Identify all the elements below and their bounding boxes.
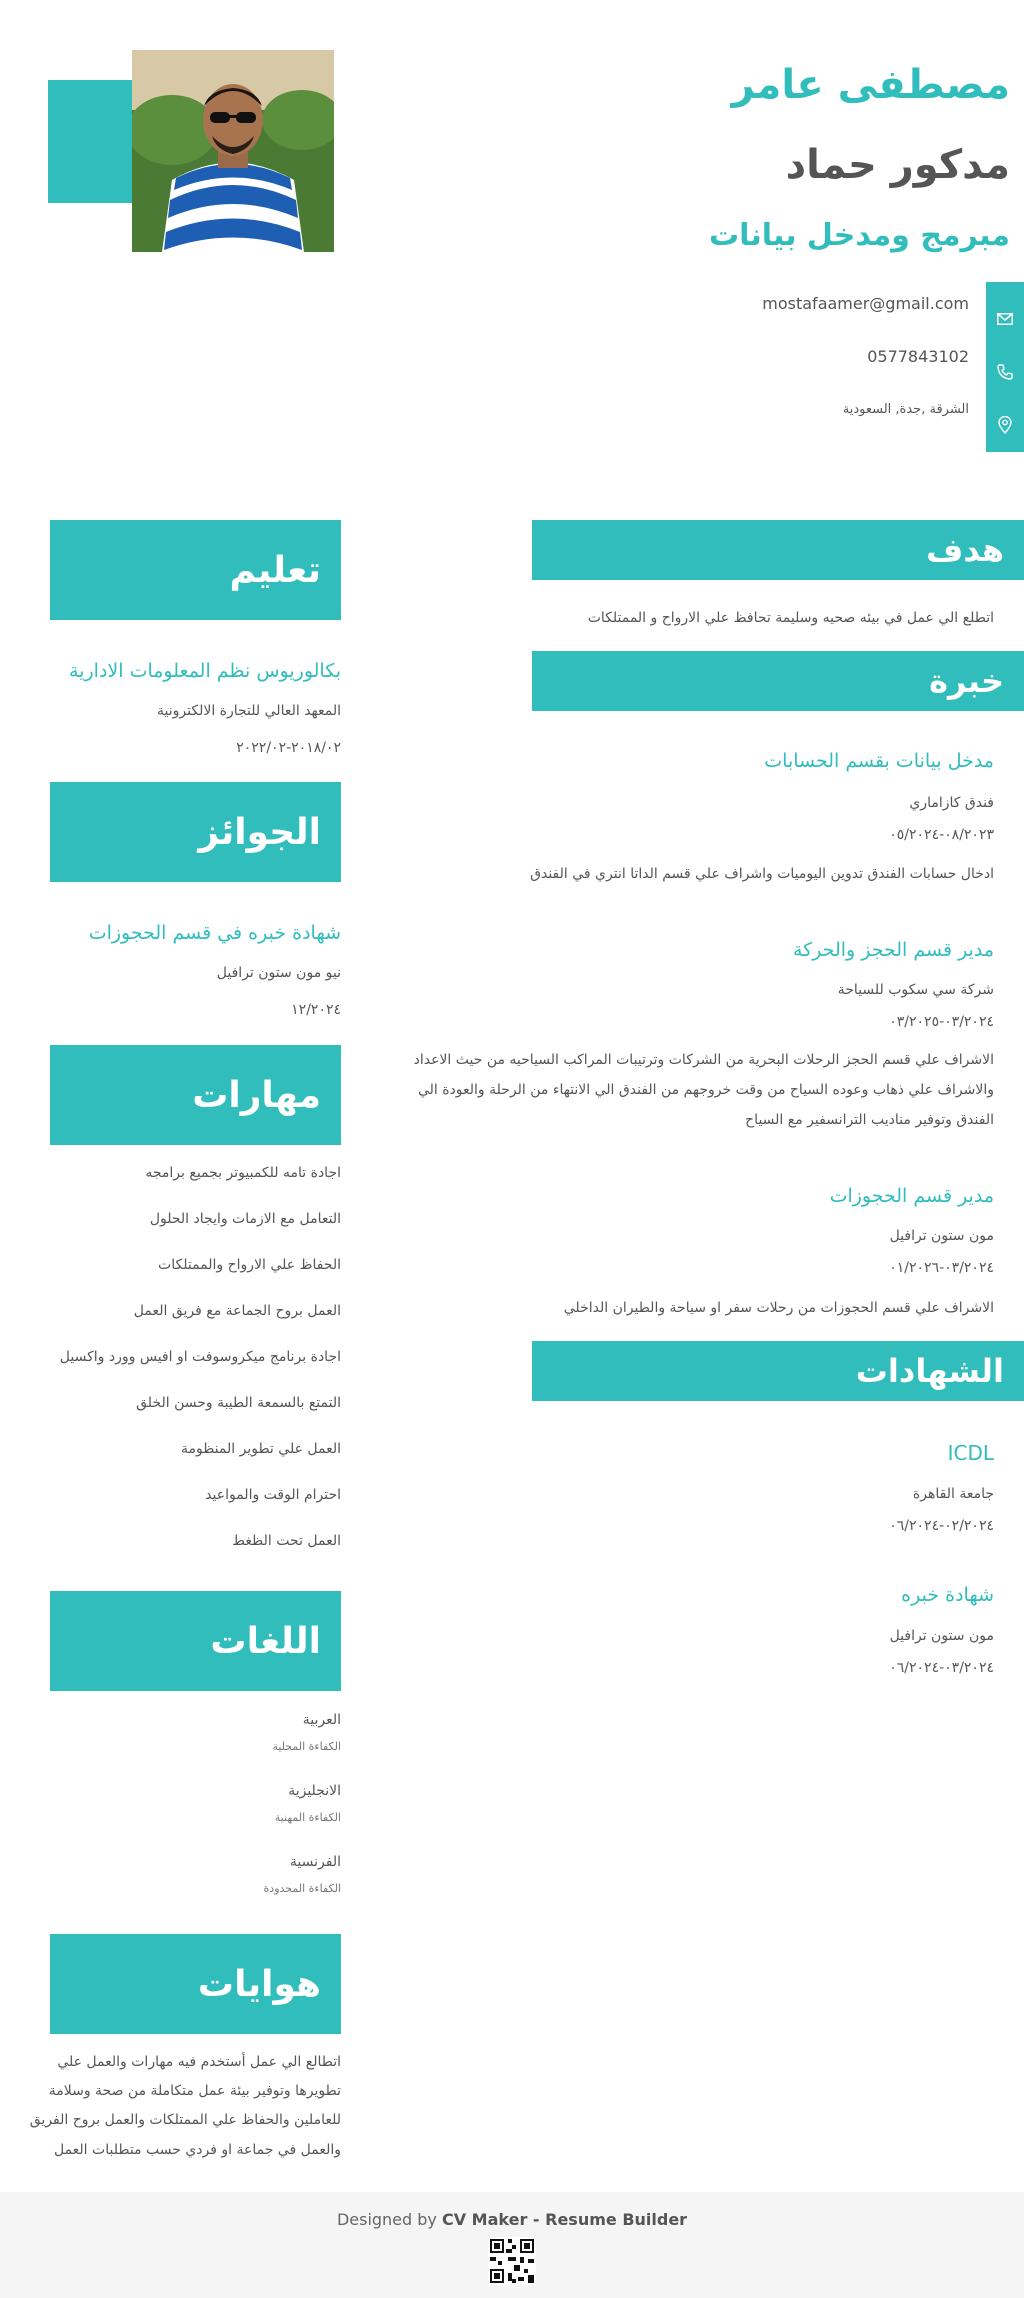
hobbies-header: [50, 1934, 341, 2034]
experience-dates: ٠٣/٢٠٢٤-٠١/٢٠٢٦: [889, 1260, 994, 1276]
profile-photo: [132, 50, 334, 252]
education-title: تعليم: [229, 549, 321, 591]
experience-title: خبرة: [929, 662, 1004, 700]
experience-company: شركة سي سكوب للسياحة: [837, 982, 994, 998]
experience-desc-line: الاشراف علي قسم الحجز الرحلات البحرية من الشركات وترتيبات المراكب السياحيه من حيث الاعداد: [413, 1052, 994, 1068]
certificate-dates: ٠٢/٢٠٢٤-٠٦/٢٠٢٤: [889, 1518, 994, 1534]
language-level: الكفاءة المحدودة: [263, 1882, 341, 1895]
experience-role: مدير قسم الحجز والحركة: [792, 939, 994, 961]
education-header: [50, 520, 341, 620]
hobbies-line: والعمل في جماعة او فردي حسب متطلبات العمل: [53, 2142, 341, 2158]
languages-title: اللغات: [210, 1620, 321, 1662]
languages-header: [50, 1591, 341, 1691]
language-name: العربية: [302, 1712, 341, 1728]
experience-company: مون ستون ترافيل: [889, 1228, 994, 1244]
profile-photo-illustration: [132, 50, 334, 252]
contact-address: الشرقة ,جدة, السعودية: [842, 402, 969, 417]
skill-item: العمل تحت الظغط: [232, 1533, 341, 1549]
language-name: الانجليزية: [288, 1783, 341, 1799]
award-name: شهادة خبره في قسم الحجوزات: [88, 922, 341, 944]
footer-brand-link[interactable]: CV Maker - Resume Builder: [441, 2210, 688, 2229]
photo-accent-block: [48, 80, 132, 203]
objective-header: [532, 520, 1024, 580]
qr-code-icon[interactable]: [488, 2237, 536, 2285]
education-dates: ٢٠١٨/٠٢-٢٠٢٢/٠٢: [236, 740, 341, 756]
experience-dates: ٠٨/٢٠٢٣-٠٥/٢٠٢٤: [889, 827, 994, 843]
objective-text: اتطلع الي عمل في بيئه صحيه وسليمة تحافظ علي الارواح و الممتلكات: [587, 610, 994, 626]
language-name: الفرنسية: [289, 1854, 341, 1870]
objective-title: هدف: [926, 531, 1004, 569]
education-degree: بكالوريوس نظم المعلومات الادارية: [69, 660, 341, 682]
hobbies-line: للعاملين والحفاظ علي الممتلكات والعمل بروح الفريق: [29, 2112, 341, 2128]
certificate-name: ICDL: [947, 1441, 994, 1465]
skill-item: اجادة تامه للكمبيوتر بجميع برامجه: [145, 1165, 341, 1181]
experience-desc-line: الفندق وتوفير مناديب الترانسفير مع السياح: [745, 1112, 994, 1128]
certificate-issuer: جامعة القاهرة: [912, 1486, 994, 1502]
certificate-issuer: مون ستون ترافيل: [889, 1628, 994, 1644]
hobbies-title: هوايات: [197, 1963, 321, 2005]
award-date: ١٢/٢٠٢٤: [291, 1002, 341, 1018]
envelope-icon: [986, 304, 1024, 334]
awards-title: الجوائز: [198, 811, 321, 853]
hobbies-line: اتطالع الي عمل أستخدم فيه مهارات والعمل علي: [57, 2054, 341, 2070]
skill-item: العمل علي تطوير المنظومة: [180, 1441, 341, 1457]
education-school: المعهد العالي للتجارة الالكترونية: [157, 703, 341, 719]
skill-item: العمل بروح الجماعة مع فريق العمل: [133, 1303, 341, 1319]
footer-prefix: Designed by: [336, 2210, 437, 2229]
name-first: مصطفى عامر: [731, 62, 1010, 108]
contact-email[interactable]: mostafaamer@gmail.com: [762, 294, 969, 313]
experience-header: [532, 651, 1024, 711]
skill-item: الحفاظ علي الارواح والممتلكات: [158, 1257, 341, 1273]
footer-credit: [0, 2210, 1024, 2229]
name-last: مدكور حماد: [785, 142, 1010, 188]
experience-desc: ادخال حسابات الفندق تدوين اليوميات واشراف علي قسم الداتا انتري في الفندق: [530, 866, 994, 882]
skill-item: التمتع بالسمعة الطيبة وحسن الخلق: [136, 1395, 341, 1411]
certificate-name: شهادة خبره: [901, 1584, 994, 1606]
certificates-title: الشهادات: [855, 1352, 1004, 1390]
experience-desc-line: والاشراف علي ذهاب وعوده السياح من وقت خروجهم من الفندق الي الانتهاء من الرحلة والعودة الي: [417, 1082, 994, 1098]
phone-icon: [986, 357, 1024, 387]
footer: [0, 2192, 1024, 2298]
job-title: مبرمج ومدخل بيانات: [709, 218, 1010, 253]
skill-item: احترام الوقت والمواعيد: [205, 1487, 341, 1503]
certificate-dates: ٠٣/٢٠٢٤-٠٦/٢٠٢٤: [889, 1660, 994, 1676]
experience-role: مدخل بيانات بقسم الحسابات: [764, 750, 994, 772]
award-issuer: نيو مون ستون ترافيل: [216, 965, 341, 981]
skills-header: [50, 1045, 341, 1145]
experience-desc: الاشراف علي قسم الحجوزات من رحلات سفر او سياحة والطيران الداخلي: [563, 1300, 994, 1316]
contact-icon-strip: [986, 282, 1024, 452]
experience-role: مدير قسم الحجوزات: [829, 1185, 994, 1207]
skill-item: التعامل مع الازمات وايجاد الحلول: [149, 1211, 341, 1227]
location-pin-icon: [986, 410, 1024, 440]
hobbies-line: تطويرها وتوفير بيئة عمل متكاملة من صحة وسلامة: [48, 2083, 341, 2099]
contact-phone[interactable]: 0577843102: [867, 347, 969, 366]
skills-title: مهارات: [192, 1074, 321, 1116]
awards-header: [50, 782, 341, 882]
language-level: الكفاءة المحلية: [272, 1740, 341, 1753]
certificates-header: [532, 1341, 1024, 1401]
experience-dates: ٠٣/٢٠٢٤-٠٣/٢٠٢٥: [889, 1014, 994, 1030]
language-level: الكفاءة المهنية: [274, 1811, 341, 1824]
skill-item: اجادة برنامج ميكروسوفت او افيس وورد واكسيل: [59, 1349, 341, 1365]
experience-company: فندق كازاماري: [909, 795, 994, 811]
